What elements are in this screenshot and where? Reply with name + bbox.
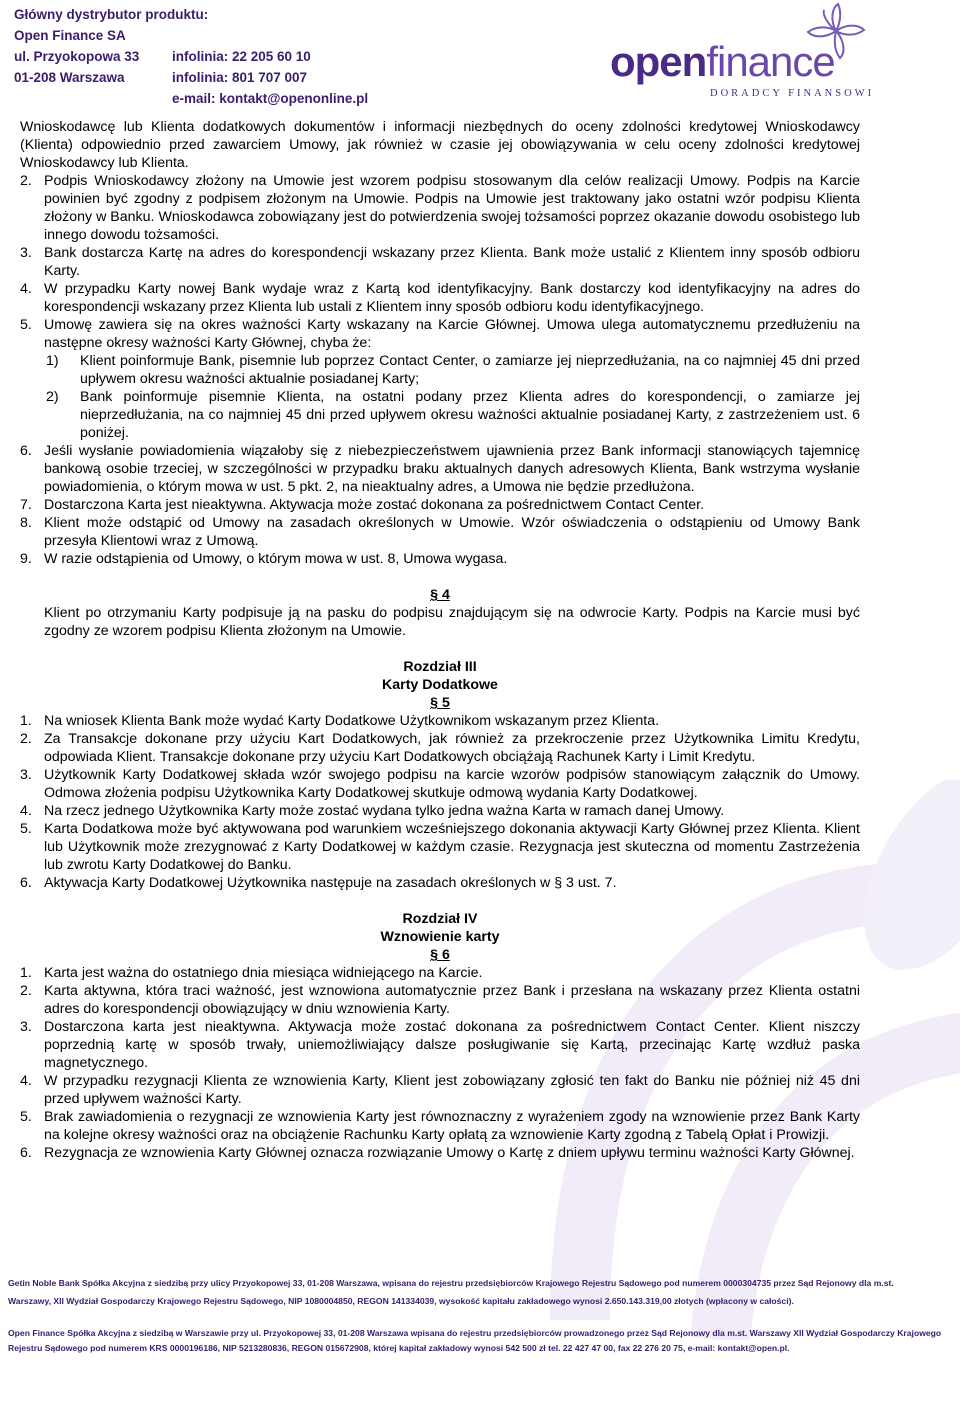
item-number: 4. (20, 1073, 32, 1089)
logo-tagline: DORADCY FINANSOWI (710, 88, 875, 99)
item-number: 2. (20, 173, 32, 189)
list-item (20, 496, 860, 514)
logo-wordmark (610, 38, 835, 86)
item-number: 9. (20, 551, 32, 567)
item-text: Karta Dodatkowa może być aktywowana pod warunkiem wcześniejszego dokonania aktywacji Karty Głównej przez Klienta. Klient lub Użytkownik może zrezygnować z Karty Dodatkowej w każdym czasie. Rezygnacja jest skuteczna od momentu Zastrzeżenia lub zwrotu Karty Dodatkowej do Banku. (44, 821, 860, 873)
list-item (20, 550, 860, 568)
item-number: 6. (20, 1145, 32, 1161)
item-text: W razie odstąpienia od Umowy, o którym mowa w ust. 8, Umowa wygasa. (44, 551, 508, 567)
item-number: 4. (20, 803, 32, 819)
list-item (20, 1018, 860, 1072)
paragraph-4-text (20, 604, 860, 640)
distributor-label: Główny dystrybutor produktu: (14, 7, 209, 22)
item-text: Karta jest ważna do ostatniego dnia miesiąca widniejącego na Karcie. (44, 965, 483, 981)
item-number: 2. (20, 983, 32, 999)
item-number: 6. (20, 443, 32, 459)
item-number: 1. (20, 965, 32, 981)
sub-item-text: Bank poinformuje pisemnie Klienta, na ostatni podany przez Klienta adres do korespondencji, o zamiarze jej nieprzedłużania, na co najmniej 45 dni przed upływem okresu ważności aktualnie posiadanej Karty, z zastrzeżeniem ust. 6 poniżej. (80, 389, 860, 441)
list-item (20, 820, 860, 874)
list-item (20, 172, 860, 244)
footer-openfinance-line-1: Open Finance Spółka Akcyjna z siedzibą w Warszawie przy ul. Przyokopowej 33, 01-208 Warszawa wpisana do rejestru przedsiębiorców prowadzonego przez Sąd Rejonowy dla m.st. Warszawy XII Wydział Gospodarczy Krajowego (8, 1328, 942, 1338)
chapter-subtitle: Wznowienie karty (380, 929, 500, 945)
item-number: 3. (20, 1019, 32, 1035)
section-sign-6 (20, 946, 860, 964)
item-text: W przypadku rezygnacji Klienta ze wznowienia Karty, Klient jest zobowiązany zgłosić ten fakt do Banku nie później niż 45 dni przed upływem ważności Karty. (44, 1073, 860, 1107)
contact-info (172, 46, 368, 109)
item-text: Aktywacja Karty Dodatkowej Użytkownika następuje na zasadach określonych w § 3 ust. 7. (44, 875, 617, 891)
page-header (0, 0, 960, 105)
footer-bank-line-1: Getin Noble Bank Spółka Akcyjna z siedzibą przy ulicy Przyokopowej 33, 01-208 Warszawa, wpisana do rejestru przedsiębiorców Krajowego Rejestru Sądowego pod numerem 0000304735 przez Sąd Rejonowy dla m.st. (8, 1278, 894, 1288)
list-item (20, 982, 860, 1018)
distributor-street: ul. Przyokopowa 33 (14, 49, 140, 64)
list-item (20, 802, 860, 820)
item-text: Podpis Wnioskodawcy złożony na Umowie jest wzorem podpisu stosowanym dla celów realizacji Umowy. Podpis na Karcie powinien być zgodny z podpisem złożonym na Umowie. Podpis na Umowie jest traktowany jako ostatni wzór podpisu Klienta złożony w Banku. Wnioskodawca zobowiązany jest do potwierdzenia swojej tożsamości poprzez okazanie dowodu osobistego lub innego dowodu tożsamości. (44, 173, 860, 243)
paragraph-text: Klient po otrzymaniu Karty podpisuje ją na pasku do podpisu znajdującym się na odwrocie Karty. Podpis na Karcie musi być zgodny ze wzorem podpisu Klienta złożonym na Umowie. (44, 605, 860, 639)
item-number: 8. (20, 515, 32, 531)
item-number: 1. (20, 713, 32, 729)
list-item (20, 712, 860, 730)
sub-item-number: 2) (46, 389, 59, 405)
list-item (20, 964, 860, 982)
sub-list-item (20, 388, 860, 442)
item-text: Użytkownik Karty Dodatkowej składa wzór swojego podpisu na karcie wzorów podpisów stanowiącym załącznik do Umowy. Odmowa złożenia podpisu Użytkownika Karty Dodatkowej skutkuje odmową wydania Karty Dodatkowej. (44, 767, 860, 801)
chapter-title: Rozdział IV (402, 911, 478, 927)
footer-bank-line-2: Warszawy, XII Wydział Gospodarczy Krajowego Rejestru Sądowego, NIP 1080004850, REGON 141334039, wysokość kapitału zakładowego wynosi 2.650.143.319,00 złotych (wpłacony w całości). (8, 1296, 794, 1306)
section-sign-5 (20, 694, 860, 712)
item-text: Na rzecz jednego Użytkownika Karty może zostać wydana tylko jedna ważna Karta w ramach danej Umowy. (44, 803, 725, 819)
item-text: Jeśli wysłanie powiadomienia wiązałoby się z niebezpieczeństwem ujawnienia przez Bank informacji stanowiących tajemnicę bankową osobie trzeciej, w szczególności w przypadku braku aktualnych danych adresowych Klienta, Bank wstrzyma wysłanie powiadomienia, o którym mowa w ust. 5 pkt. 2, na nieaktualny adres, a Umowa nie będzie przedłużona. (44, 443, 860, 495)
document-body (20, 118, 860, 1162)
item-number: 5. (20, 317, 32, 333)
contact-email: e-mail: kontakt@openonline.pl (172, 91, 369, 106)
item-number: 3. (20, 245, 32, 261)
sub-item-text: Klient poinformuje Bank, pisemnie lub poprzez Contact Center, o zamiarze jej nieprzedłużania, na co najmniej 45 dni przed upływem okresu ważności aktualnie posiadanej Karty; (80, 353, 860, 387)
list-item (20, 514, 860, 550)
list-item (20, 874, 860, 892)
item-number: 3. (20, 767, 32, 783)
item-text: Dostarczona karta jest nieaktywna. Aktywacja może zostać dokonana za pośrednictwem Contact Center. Klient niszczy poprzednią kartę w sposób trwały, uniemożliwiający dalsze posługiwanie się Kartą, przecinając Kartę wzdłuż paska magnetycznego. (44, 1019, 860, 1071)
item-number: 5. (20, 821, 32, 837)
sub-list-item (20, 352, 860, 388)
item-text: Brak zawiadomienia o rezygnacji ze wznowienia Karty jest równoznaczny z wyrażeniem zgody na wznowienie przez Bank Karty na kolejne okresy ważności oraz na obciążenie Rachunku Karty opłatą za wznowienie Karty zgodną z Tabelą Opłat i Prowizji. (44, 1109, 860, 1143)
paragraph-sign: § 6 (430, 947, 450, 963)
chapter-title: Rozdział III (403, 659, 477, 675)
item-text: Dostarczona Karta jest nieaktywna. Aktywacja może zostać dokonana za pośrednictwem Contact Center. (44, 497, 705, 513)
item-text: Klient może odstąpić od Umowy na zasadach określonych w Umowie. Wzór oświadczenia o odstąpieniu od Umowy Bank przesyła Klientowi wraz z Umową. (44, 515, 860, 549)
list-item (20, 766, 860, 802)
item-text: Za Transakcje dokonane przy użyciu Kart Dodatkowych, jak również za przekroczenie przez Użytkownika Limitu Kredytu, odpowiada Klient. Transakcje dokonane przy użyciu Kart Dodatkowych obciążają Rachunek Karty i Limit Kredytu. (44, 731, 860, 765)
list-item (20, 1072, 860, 1108)
distributor-city: 01-208 Warszawa (14, 70, 125, 85)
intro-paragraph: Wnioskodawcę lub Klienta dodatkowych dokumentów i informacji niezbędnych do oceny zdolności kredytowej Wnioskodawcy (Klienta) odpowiednio przed zawarciem Umowy, jak również w czasie jej obowiązywania w celu oceny zdolności kredytowej Wnioskodawcy lub Klienta. (20, 119, 860, 171)
logo-bold: open (610, 38, 707, 85)
list-item (20, 730, 860, 766)
open-finance-logo (610, 8, 950, 103)
hotline-1: infolinia: 22 205 60 10 (172, 49, 311, 64)
chapter-subtitle: Karty Dodatkowe (382, 677, 498, 693)
hotline-2: infolinia: 801 707 007 (172, 70, 308, 85)
item-text: Na wniosek Klienta Bank może wydać Karty Dodatkowe Użytkownikom wskazanym przez Klienta. (44, 713, 660, 729)
item-text: Rezygnacja ze wznowienia Karty Głównej oznacza rozwiązanie Umowy o Kartę z dniem upływu terminu ważności Karty Głównej. (44, 1145, 855, 1161)
footer-openfinance-line-2: Rejestru Sądowego pod numerem KRS 0000196186, NIP 5213280836, REGON 015672908, której kapitał zakładowy wynosi 542 500 zł tel. 22 427 47 00, fax 22 276 20 75, e-mail: kontakt@open.pl. (8, 1343, 790, 1353)
item-text: Bank dostarcza Kartę na adres do korespondencji wskazany przez Klienta. Bank może ustalić z Klientem inny sposób odbioru Karty. (44, 245, 860, 279)
item-text: Karta aktywna, która traci ważność, jest wznowiona automatycznie przez Bank i przesłana na wskazany przez Klienta ostatni adres do korespondencji obowiązujący w dniu wznowienia Karty. (44, 983, 860, 1017)
list-item (20, 280, 860, 316)
list-item (20, 316, 860, 352)
list-item (20, 442, 860, 496)
item-text: Umowę zawiera się na okres ważności Karty wskazany na Karcie Głównej. Umowa ulega automatycznemu przedłużeniu na następne okresy ważności Karty Głównej, chyba że: (44, 317, 860, 351)
logo-thin: finance (706, 38, 835, 85)
item-number: 6. (20, 875, 32, 891)
sub-item-number: 1) (46, 353, 59, 369)
item-text: W przypadku Karty nowej Bank wydaje wraz z Kartą kod identyfikacyjny. Bank dostarczy kod identyfikacyjny na adres do korespondencji wskazany przez Klienta lub ustali z Klientem inny sposób odbioru kodu identyfikacyjnego. (44, 281, 860, 315)
section-sign-4 (20, 586, 860, 604)
item-number: 7. (20, 497, 32, 513)
list-item (20, 1144, 860, 1162)
distributor-name: Open Finance SA (14, 28, 126, 43)
list-item (20, 244, 860, 280)
item-number: 5. (20, 1109, 32, 1125)
list-item (20, 1108, 860, 1144)
item-number: 4. (20, 281, 32, 297)
item-number: 2. (20, 731, 32, 747)
paragraph-sign: § 4 (430, 587, 450, 603)
paragraph-sign: § 5 (430, 695, 450, 711)
